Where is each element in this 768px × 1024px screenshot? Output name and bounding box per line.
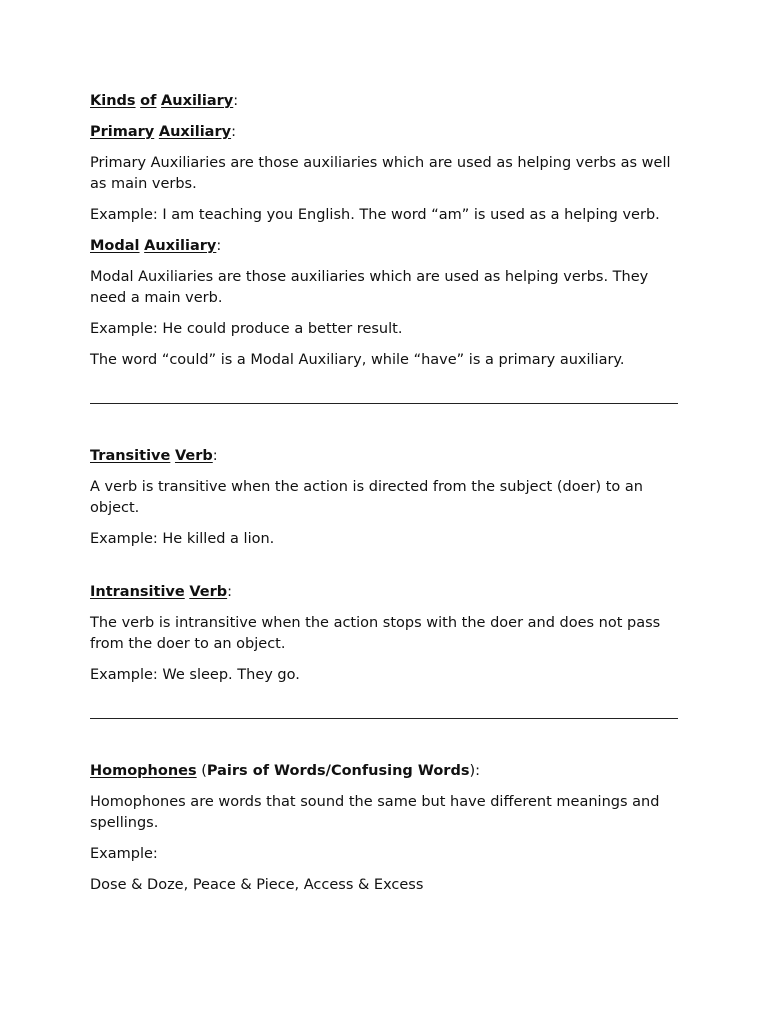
primary-auxiliary-heading: [90, 122, 678, 143]
spacer: [90, 696, 678, 718]
heading-colon: :: [227, 584, 232, 600]
heading-word: Kinds: [90, 93, 136, 109]
heading-word: Transitive: [90, 448, 171, 464]
heading-word: Auxiliary: [144, 238, 217, 254]
heading-paren-close: ):: [469, 763, 480, 779]
transitive-verb-heading: [90, 446, 678, 467]
heading-paren-open: (: [196, 763, 207, 779]
heading-word: Homophones: [90, 763, 197, 779]
heading-word: Verb: [174, 448, 213, 464]
heading-colon: :: [212, 448, 218, 464]
transitive-verb-example: Example: He killed a lion.: [90, 531, 275, 547]
heading-subtitle: Pairs of Words/Confusing Words: [206, 763, 470, 779]
modal-auxiliary-note: The word “could” is a Modal Auxiliary, while “have” is a primary auxiliary.: [90, 352, 625, 368]
heading-word: of: [140, 93, 157, 109]
spacer: [90, 719, 678, 761]
heading-word: Auxiliary: [158, 124, 232, 140]
modal-auxiliary-example: Example: He could produce a better result.: [90, 321, 403, 337]
kinds-of-auxiliary-heading: [90, 91, 678, 112]
document-body: [90, 91, 678, 906]
heading-colon: :: [231, 124, 236, 140]
heading-word: Intransitive: [90, 584, 185, 600]
spacer: [90, 404, 678, 446]
primary-auxiliary-example: Example: I am teaching you English. The word “am” is used as a helping verb.: [90, 207, 660, 223]
intransitive-verb-heading: [90, 582, 678, 603]
intransitive-verb-definition: The verb is intransitive when the action stops with the doer and does not pass from the doer to an object.: [90, 615, 661, 652]
homophones-example-label: Example:: [90, 846, 158, 862]
spacer: [90, 560, 678, 582]
homophones-example-list: Dose & Doze, Peace & Piece, Access & Excess: [90, 877, 424, 893]
heading-word: Verb: [189, 584, 228, 600]
heading-colon: :: [233, 93, 239, 109]
heading-word: Modal: [90, 238, 140, 254]
homophones-definition: Homophones are words that sound the same but have different meanings and spellings.: [90, 794, 660, 831]
heading-word: Primary: [90, 124, 155, 140]
modal-auxiliary-definition: Modal Auxiliaries are those auxiliaries which are used as helping verbs. They need a main verb.: [90, 269, 649, 306]
primary-auxiliary-definition: Primary Auxiliaries are those auxiliaries which are used as helping verbs as well as main verbs.: [90, 155, 671, 192]
transitive-verb-definition: A verb is transitive when the action is directed from the subject (doer) to an object.: [90, 479, 643, 516]
modal-auxiliary-heading: [90, 236, 678, 257]
heading-word: Auxiliary: [161, 93, 234, 109]
heading-colon: :: [216, 238, 222, 254]
homophones-heading: [90, 761, 678, 782]
spacer: [90, 381, 678, 403]
intransitive-verb-example: Example: We sleep. They go.: [90, 667, 300, 683]
